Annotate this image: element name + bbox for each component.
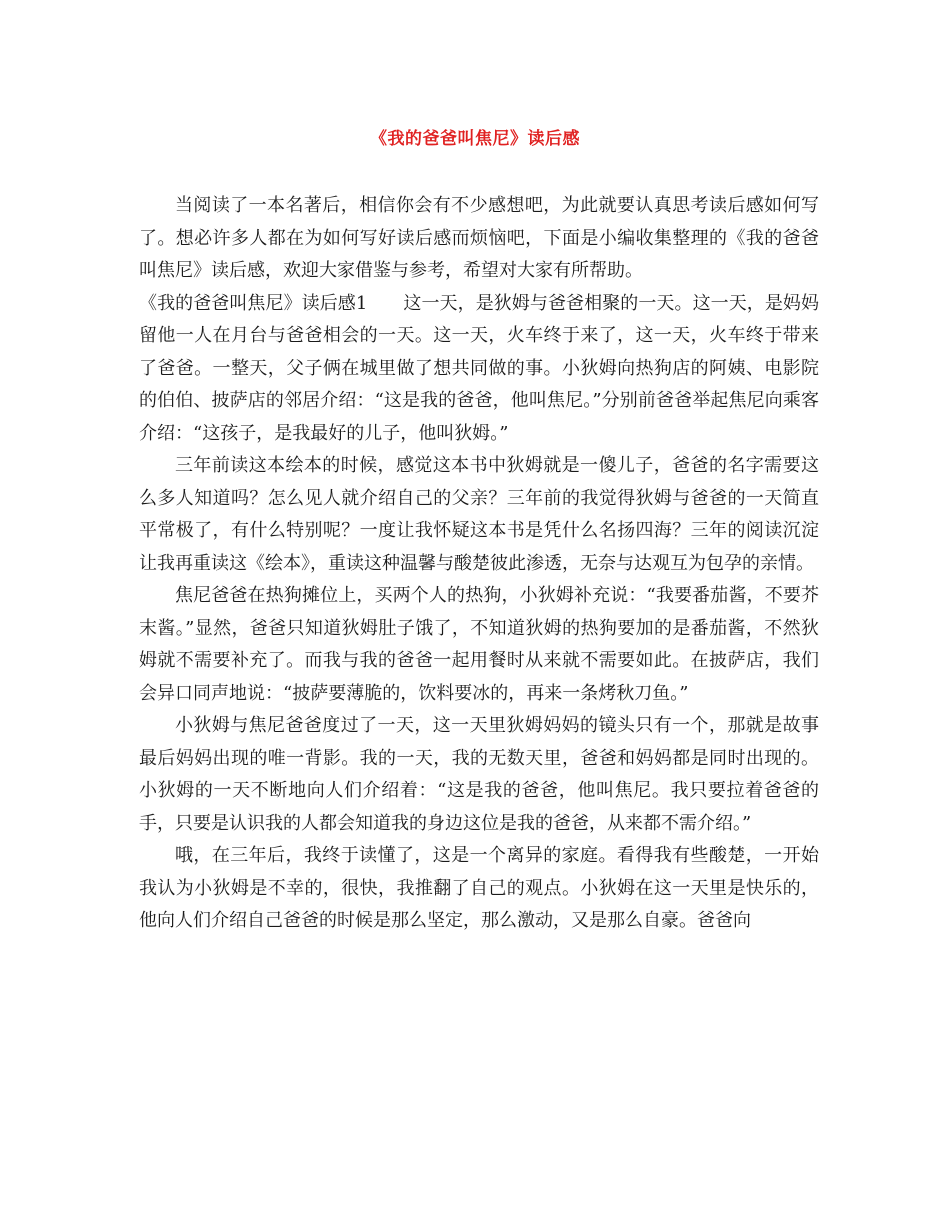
body-paragraph-2: 焦尼爸爸在热狗摊位上，买两个人的热狗，小狄姆补充说：“我要番茄酱，不要芥末酱。”显然，爸爸只知道狄姆肚子饿了，不知道狄姆的热狗要加的是番茄酱，不然狄姆就不需要补充了。而我与我的爸爸一起用餐时从来就不需要如此。在披萨店，我们会异口同声地说：“披萨要薄脆的，饮料要冰的，再来一条烤秋刀鱼。”: [139, 585, 819, 704]
body-paragraph-3: 小狄姆与焦尼爸爸度过了一天，这一天里狄姆妈妈的镜头只有一个，那就是故事最后妈妈出现的唯一背影。我的一天，我的无数天里，爸爸和妈妈都是同时出现的。小狄姆的一天不断地向人们介绍着：“这是我的爸爸，他叫焦尼。我只要拉着爸爸的手，只要是认识我的人都会知道我的身边这位是我的爸爸，从来都不需介绍。”: [139, 715, 819, 834]
section-heading: 《我的爸爸叫焦尼》读后感1: [139, 292, 368, 314]
document-body: [139, 190, 819, 938]
section-first-text: 这一天，是狄姆与爸爸相聚的一天。这一天，是妈妈留他一人在月台与爸爸相会的一天。这一天，火车终于来了，这一天，火车终于带来了爸爸。一整天，父子俩在城里做了想共同做的事。小狄姆向热狗店的阿姨、电影院的伯伯、披萨店的邻居介绍：“这是我的爸爸，他叫焦尼。”分别前爸爸举起焦尼向乘客介绍：“这孩子，是我最好的儿子，他叫狄姆。”: [139, 292, 819, 444]
body-paragraph-1: 三年前读这本绘本的时候，感觉这本书中狄姆就是一傻儿子，爸爸的名字需要这么多人知道吗？怎么见人就介绍自己的父亲？三年前的我觉得狄姆与爸爸的一天简直平常极了，有什么特别呢？一度让我怀疑这本书是凭什么名扬四海？三年的阅读沉淀让我再重读这《绘本》，重读这种温馨与酸楚彼此渗透，无奈与达观互为包孕的亲情。: [139, 455, 819, 574]
document-title: 《我的爸爸叫焦尼》读后感: [370, 129, 580, 149]
section-paragraph: [139, 288, 819, 451]
body-paragraph-4: 哦，在三年后，我终于读懂了，这是一个离异的家庭。看得我有些酸楚，一开始我认为小狄姆是不幸的，很快，我推翻了自己的观点。小狄姆在这一天里是快乐的，他向人们介绍自己爸爸的时候是那么坚定，那么激动，又是那么自豪。爸爸向: [139, 845, 819, 931]
intro-paragraph: 当阅读了一本名著后，相信你会有不少感想吧，为此就要认真思考读后感如何写了。想必许多人都在为如何写好读后感而烦恼吧，下面是小编收集整理的《我的爸爸叫焦尼》读后感，欢迎大家借鉴与参考，希望对大家有所帮助。: [139, 195, 819, 281]
